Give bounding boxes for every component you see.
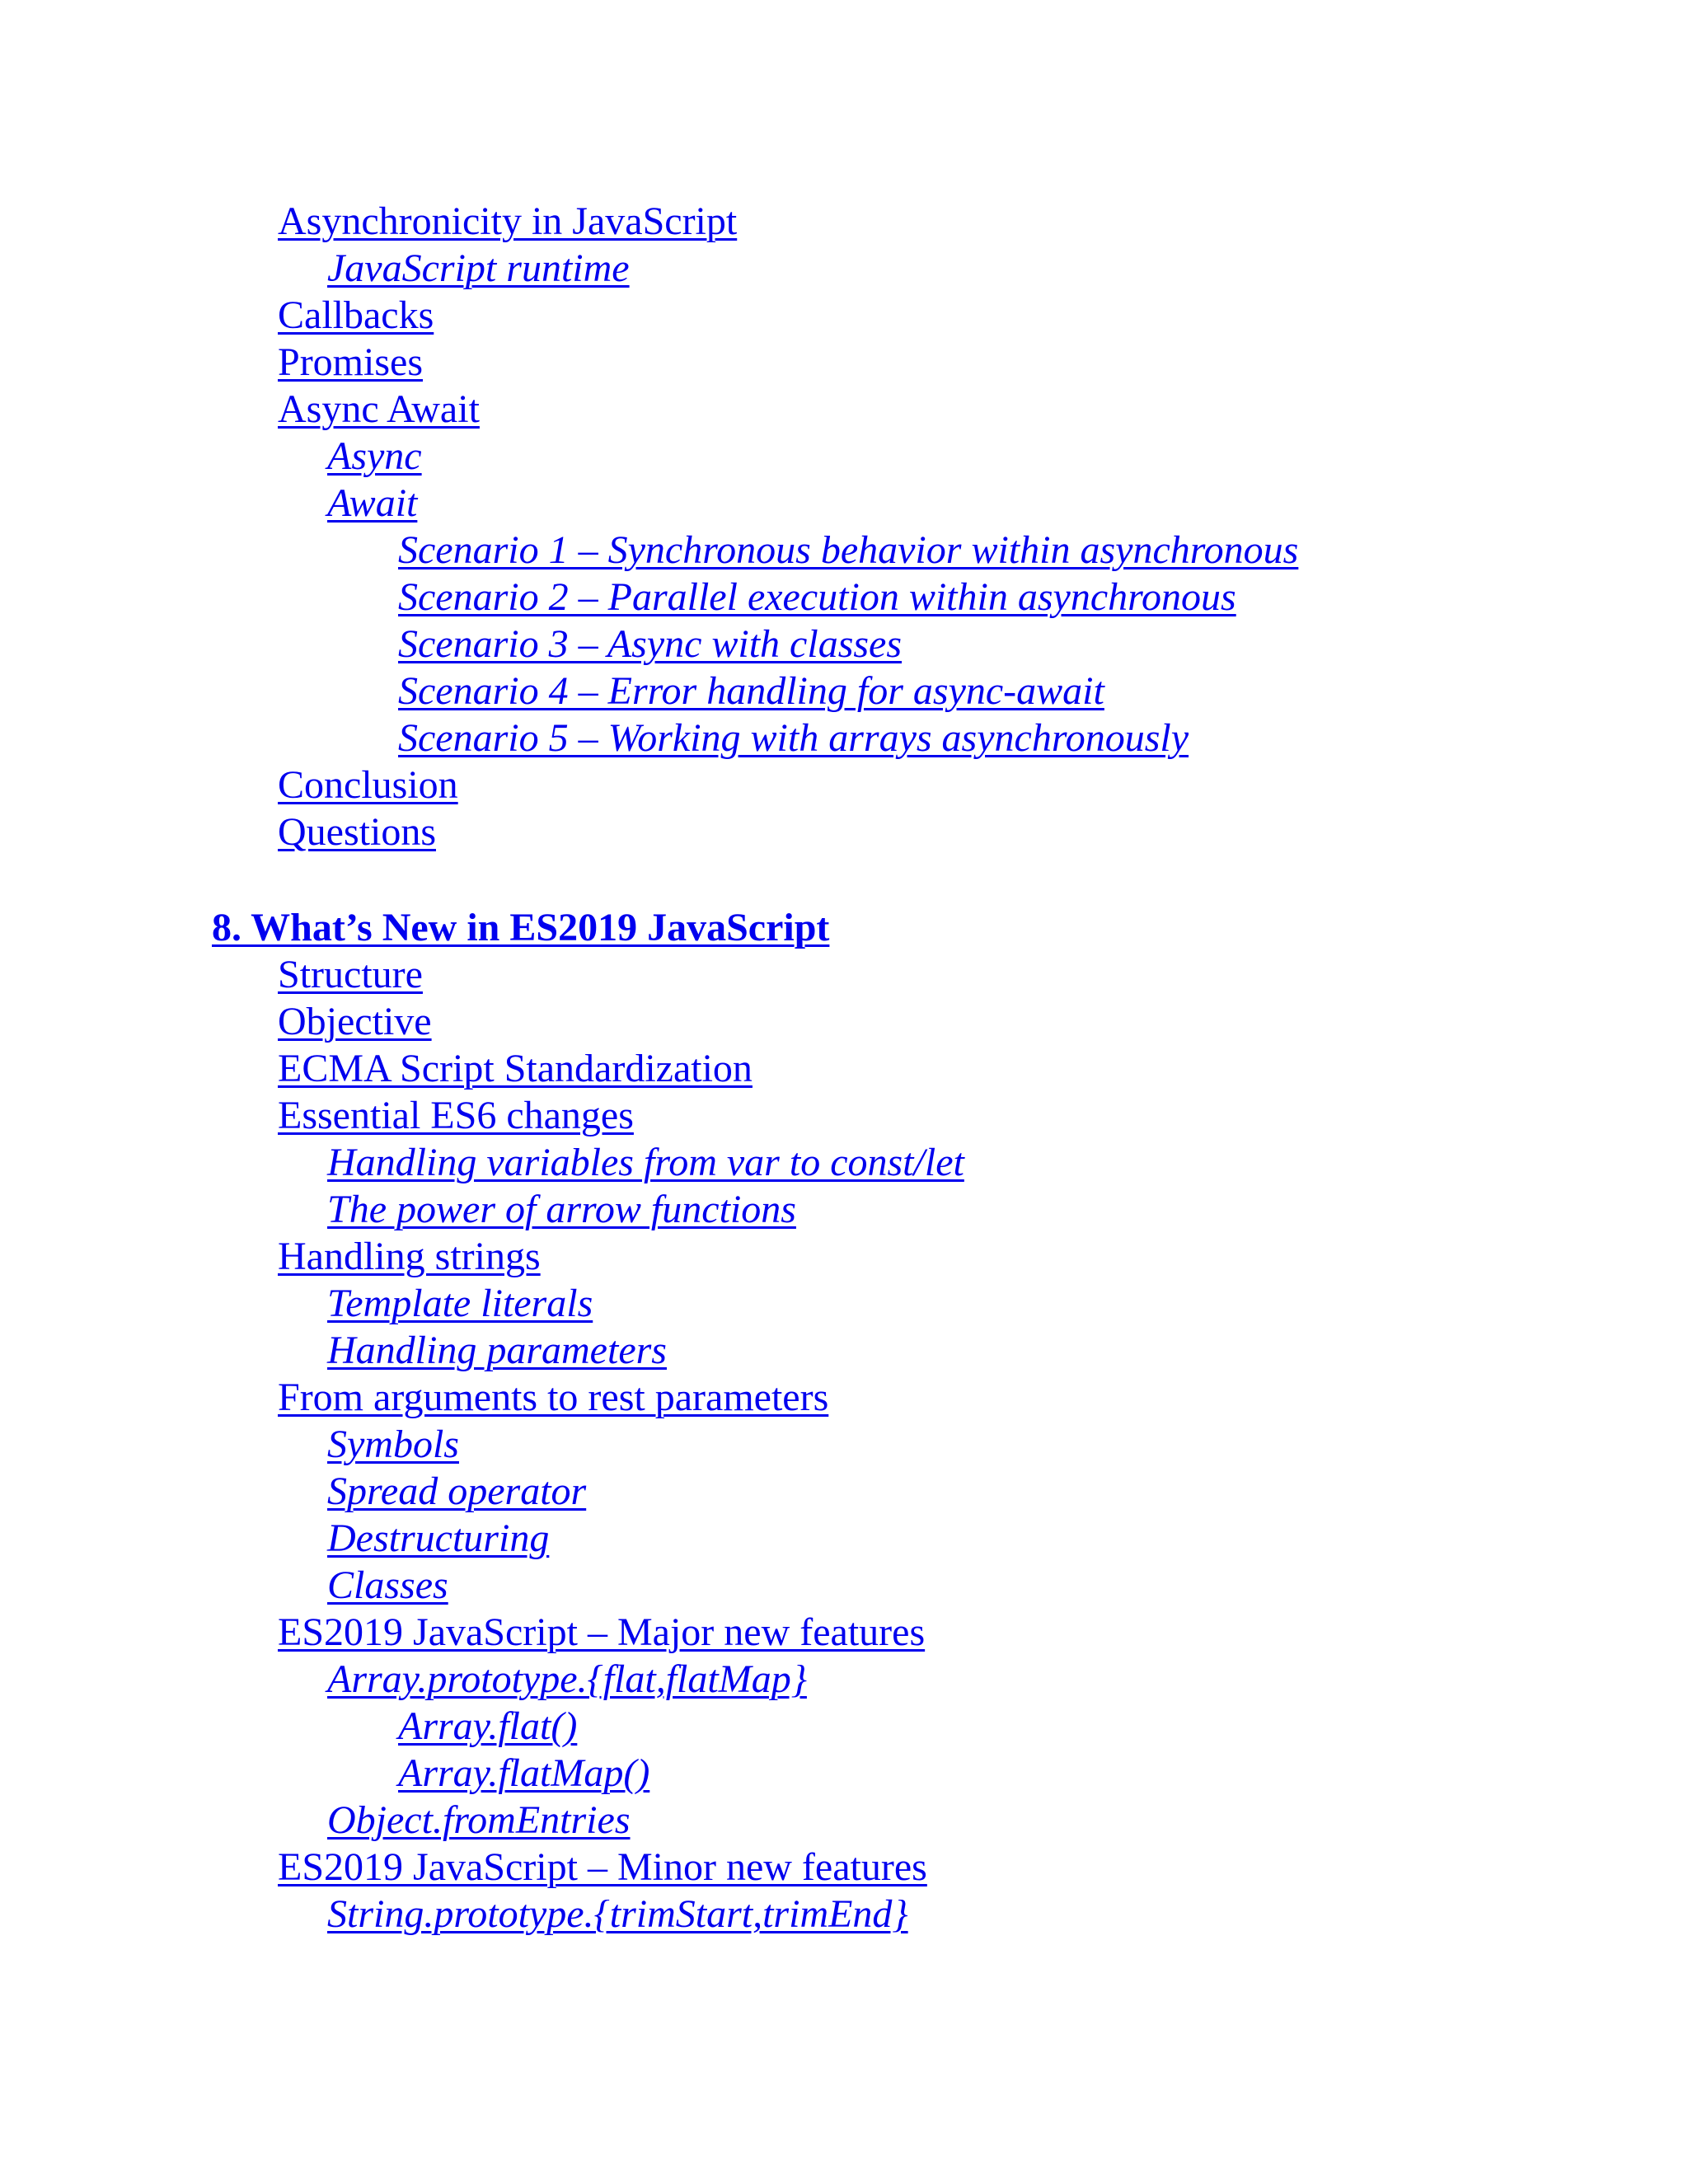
toc-link-promises[interactable]: Promises xyxy=(278,340,424,384)
toc-link-flat-flatmap[interactable]: Array.prototype.{flat,flatMap} xyxy=(327,1657,807,1701)
toc-link-minor-features[interactable]: ES2019 JavaScript – Minor new features xyxy=(278,1845,927,1889)
toc-link-javascript-runtime[interactable]: JavaScript runtime xyxy=(327,246,630,290)
toc-link-asynchronicity[interactable]: Asynchronicity in JavaScript xyxy=(278,199,738,243)
toc-link-destructuring[interactable]: Destructuring xyxy=(327,1516,550,1560)
toc-link-scenario-1[interactable]: Scenario 1 – Synchronous behavior within asynchronous xyxy=(398,528,1299,572)
toc-link-object-fromentries[interactable]: Object.fromEntries xyxy=(327,1798,631,1842)
toc-link-major-features[interactable]: ES2019 JavaScript – Major new features xyxy=(278,1610,926,1654)
toc-link-scenario-4[interactable]: Scenario 4 – Error handling for async-await xyxy=(398,669,1104,713)
toc-link-template-literals[interactable]: Template literals xyxy=(327,1282,593,1325)
toc-link-async-await[interactable]: Async Await xyxy=(278,387,480,431)
toc-link-handling-parameters[interactable]: Handling parameters xyxy=(327,1329,667,1372)
toc-link-essential-es6[interactable]: Essential ES6 changes xyxy=(278,1094,634,1137)
toc-link-array-flat[interactable]: Array.flat() xyxy=(398,1704,578,1748)
toc-link-objective[interactable]: Objective xyxy=(278,1000,432,1043)
toc-link-await[interactable]: Await xyxy=(327,481,418,525)
toc-link-arrow-functions[interactable]: The power of arrow functions xyxy=(327,1188,796,1231)
toc-link-async[interactable]: Async xyxy=(327,434,422,478)
toc-link-classes[interactable]: Classes xyxy=(327,1563,448,1607)
toc-link-rest-parameters[interactable]: From arguments to rest parameters xyxy=(278,1376,829,1419)
toc-link-handling-variables[interactable]: Handling variables from var to const/let xyxy=(327,1141,964,1184)
toc-link-spread-operator[interactable]: Spread operator xyxy=(327,1469,587,1513)
toc-link-ecma-standardization[interactable]: ECMA Script Standardization xyxy=(278,1047,753,1090)
toc-link-conclusion[interactable]: Conclusion xyxy=(278,763,458,807)
toc-chapter-8-title[interactable]: 8. What’s New in ES2019 JavaScript xyxy=(212,906,830,949)
toc-link-trimstart-trimend[interactable]: String.prototype.{trimStart,trimEnd} xyxy=(327,1892,908,1936)
toc-link-handling-strings[interactable]: Handling strings xyxy=(278,1235,541,1278)
toc-link-scenario-2[interactable]: Scenario 2 – Parallel execution within asynchronous xyxy=(398,575,1236,619)
toc-link-scenario-3[interactable]: Scenario 3 – Async with classes xyxy=(398,622,903,666)
toc-link-questions[interactable]: Questions xyxy=(278,810,436,854)
toc-link-structure[interactable]: Structure xyxy=(278,953,423,996)
toc-link-symbols[interactable]: Symbols xyxy=(327,1422,459,1466)
toc-link-scenario-5[interactable]: Scenario 5 – Working with arrays asynchronously xyxy=(398,716,1189,760)
toc-link-array-flatmap[interactable]: Array.flatMap() xyxy=(398,1751,650,1795)
toc-link-callbacks[interactable]: Callbacks xyxy=(278,293,434,337)
